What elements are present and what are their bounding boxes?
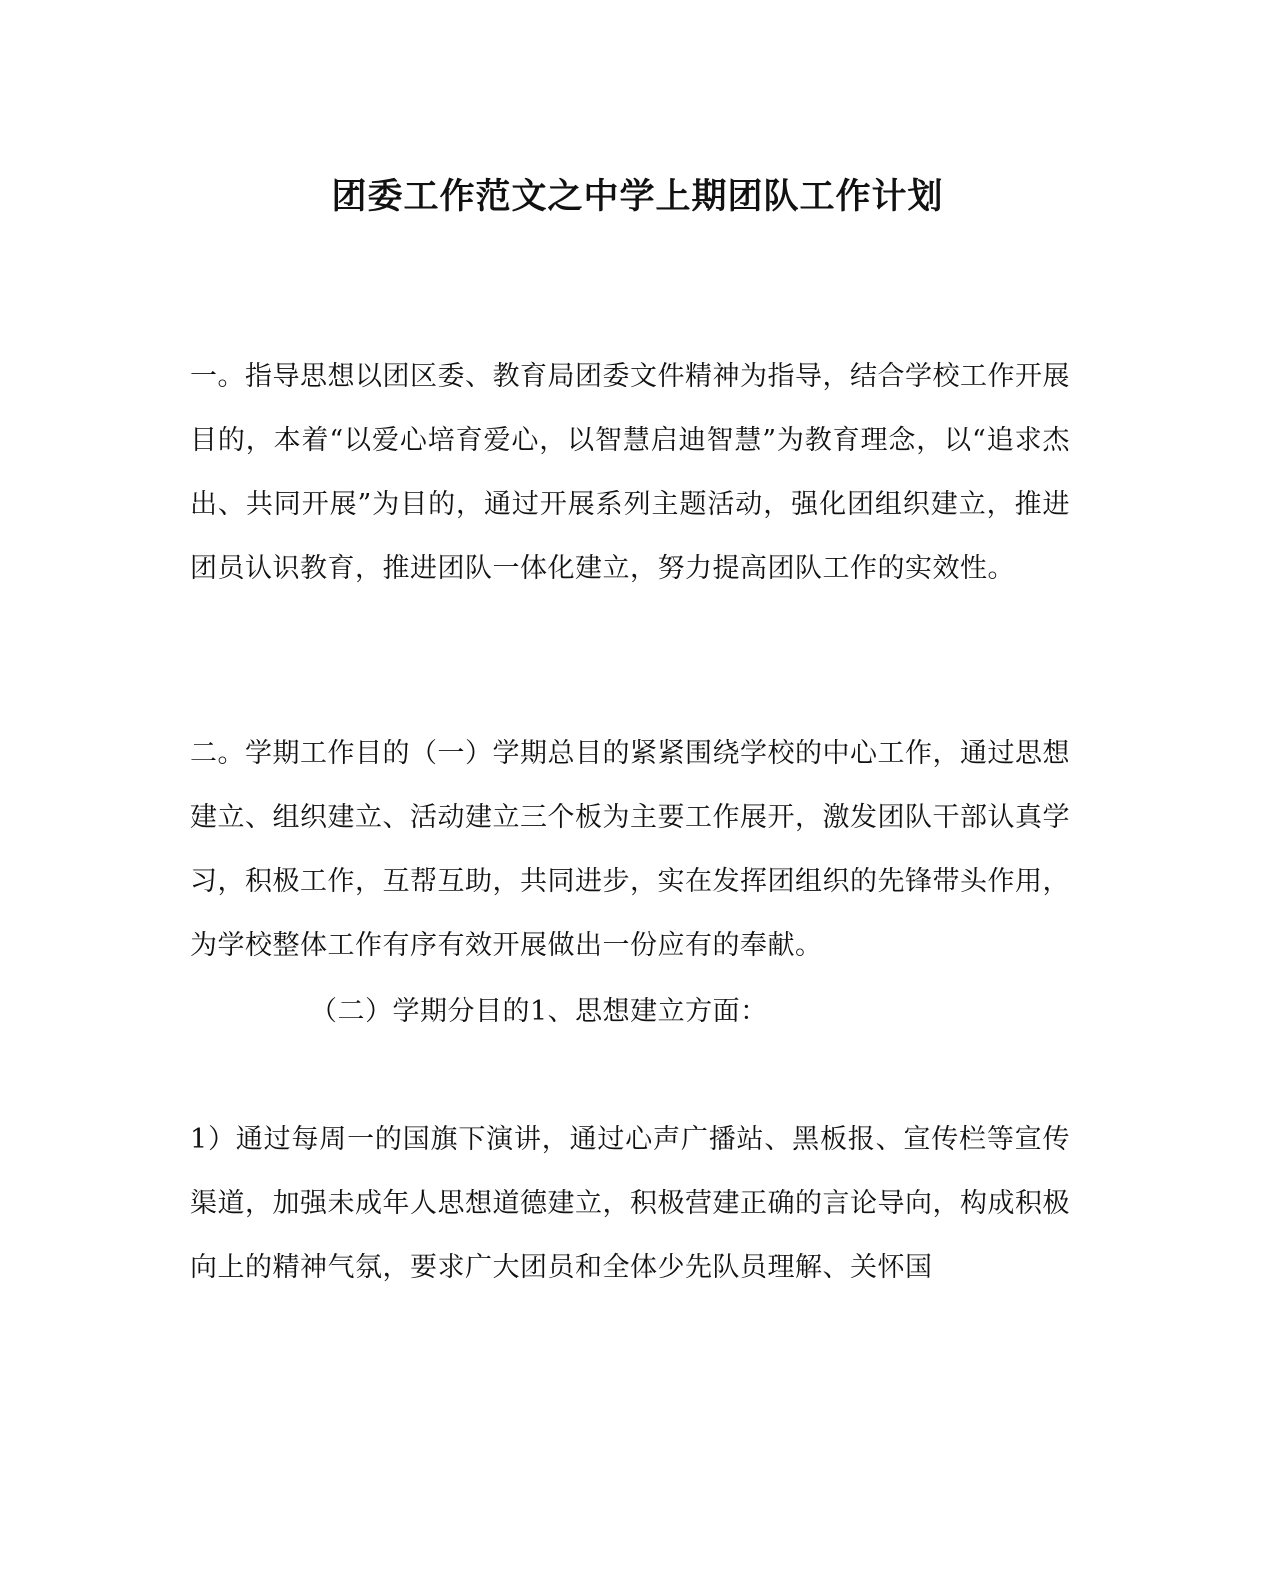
paragraph-guiding-ideology: 一。指导思想以团区委、教育局团委文件精神为指导，结合学校工作开展目的，本着“以爱心培育爱心，以智慧启迪智慧”为教育理念，以“追求杰出、共同开展”为目的，通过开展系列主题活动，强化团组织建立，推进团员认识教育，推进团队一体化建立，努力提高团队工作的实效性。 <box>190 361 1070 584</box>
paragraph-ideology-item-1: 1）通过每周一的国旗下演讲，通过心声广播站、黑板报、宣传栏等宣传渠道，加强未成年人思想道德建立，积极营建正确的言论导向，构成积极向上的精神气氛，要求广大团员和全体少先队员理解、关怀国 <box>190 1124 1070 1283</box>
paragraph-semester-goals: 二。学期工作目的（一）学期总目的紧紧围绕学校的中心工作，通过思想建立、组织建立、活动建立三个板为主要工作展开，激发团队干部认真学习，积极工作，互帮互助，共同进步，实在发挥团组织的先锋带头作用，为学校整体工作有序有效开展做出一份应有的奉献。 <box>190 738 1070 961</box>
document-title: 团委工作范文之中学上期团队工作计划 <box>331 177 944 217</box>
paragraph-sub-goals-heading: （二）学期分目的1、思想建立方面： <box>310 996 768 1027</box>
